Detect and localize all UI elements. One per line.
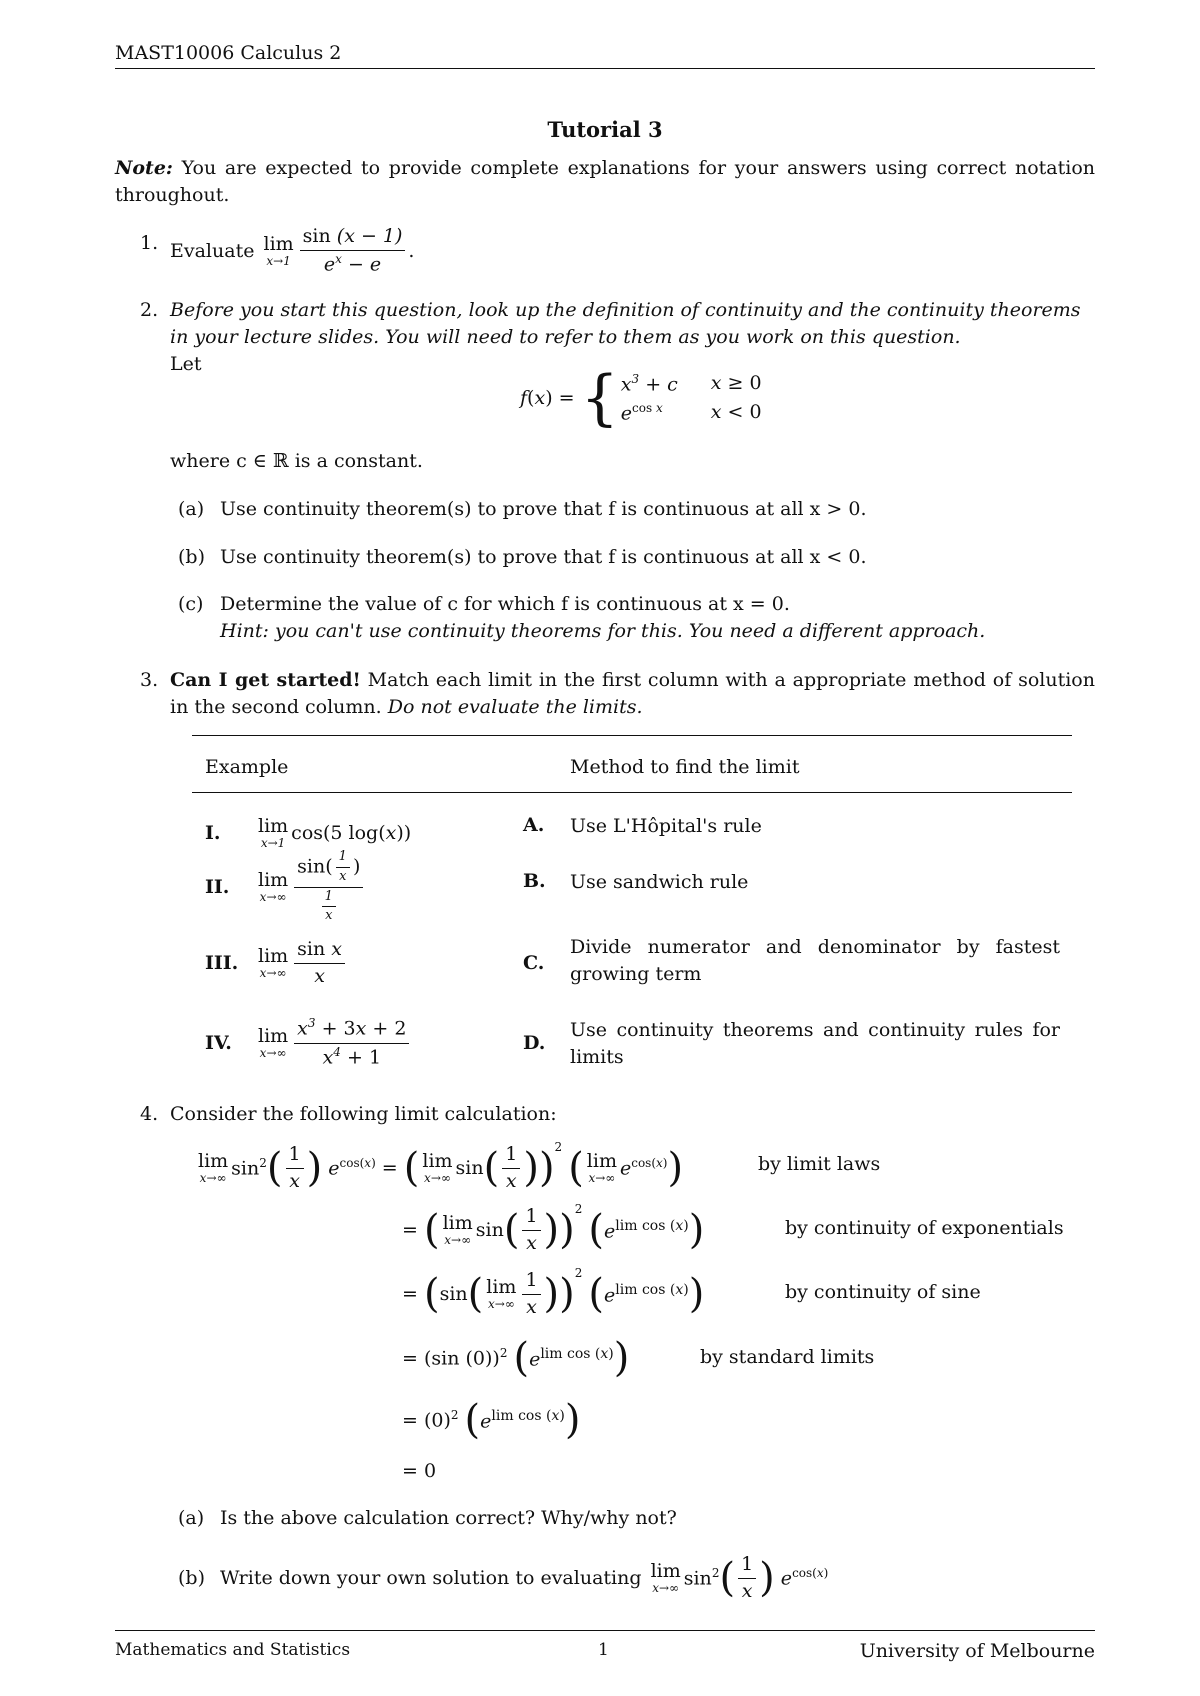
- table-row: I. lim x→1 cos(5 log(x)): [205, 815, 412, 850]
- table-header-rule: [192, 792, 1072, 793]
- q3-bold-lead: Can I get started!: [170, 669, 361, 691]
- piecewise-function: f ( x ) = { $x^3 + c$ x ≥ 0 $e^{cos x}$ x < 0: [520, 363, 762, 433]
- row-letter: B.: [523, 870, 546, 892]
- row-method-line2: limits: [570, 1046, 624, 1068]
- q3-text: [170, 667, 1095, 721]
- q2a-label: (a): [178, 498, 205, 520]
- row-numeral: I.: [205, 822, 221, 844]
- q4b-label: (b): [178, 1567, 205, 1589]
- q2b-label: (b): [178, 546, 205, 568]
- q2-where: where c ∈ ℝ is a constant.: [170, 450, 423, 472]
- row-method: Use sandwich rule: [570, 871, 749, 893]
- calc-line-6: = 0: [402, 1460, 437, 1482]
- table-row: III. lim x→∞ $\frac{\text{sin x}}{x}$: [205, 933, 348, 993]
- calc-line-3: = ( sin ( lim x→∞ $\frac{1}{x}$ ) ) $^2$ ( $e^{lim cos (x)}$ ): [402, 1266, 705, 1318]
- row-method-line1: Divide numerator and denominator by fastest: [570, 936, 1060, 958]
- calc-line-1: lim x→∞ $\sin^2$ ( $\frac{1}{x}$ ) $e^{cos(x)}$ = ( lim x→∞ sin ( $\frac{1}{x}$ ) ) $^2$ ( lim x→∞ $e^{cos(x)}$ ): [198, 1140, 684, 1192]
- row-numeral: II.: [205, 876, 230, 898]
- row-letter: A.: [523, 814, 545, 836]
- q4a-label: (a): [178, 1507, 205, 1529]
- header-rule: [115, 68, 1095, 69]
- q2b-text: Use continuity theorem(s) to prove that f is continuous at all x < 0.: [220, 546, 867, 568]
- q1-limit: lim x→1: [263, 233, 294, 268]
- note-paragraph: [115, 155, 1095, 209]
- table-row: IV. lim x→∞ $\frac{x^3 + 3x + 2}{x^4 + 1}$: [205, 1013, 412, 1073]
- row-numeral: III.: [205, 952, 239, 974]
- table-top-rule: [192, 735, 1072, 736]
- q2c-label: (c): [178, 593, 204, 615]
- q3-italic-tail: Do not evaluate the limits.: [387, 696, 643, 718]
- page-title: Tutorial 3: [547, 117, 663, 142]
- q2a-text: Use continuity theorem(s) to prove that f is continuous at all x > 0.: [220, 498, 867, 520]
- course-header: MAST10006 Calculus 2: [115, 42, 342, 64]
- row-method: [570, 1017, 1060, 1071]
- note-text: You are expected to provide complete explanations for your answers using correct notation throughout.: [115, 157, 1095, 206]
- footer-right: University of Melbourne: [859, 1640, 1095, 1662]
- justification-1: by limit laws: [758, 1153, 881, 1175]
- q1-number: 1.: [140, 232, 159, 254]
- q2-intro-line1: Before you start this question, look up the definition of continuity and the continuity theorems: [170, 299, 1081, 321]
- row-letter: C.: [523, 952, 545, 974]
- q4-text: Consider the following limit calculation:: [170, 1103, 557, 1125]
- footer-left: Mathematics and Statistics: [115, 1640, 351, 1660]
- row-method-line2: growing term: [570, 963, 702, 985]
- row-method: [570, 934, 1060, 988]
- q1-line: Evaluate lim x→1 $\frac{\sin (x - 1)}{e^x - e}$ .: [170, 225, 415, 276]
- piecewise-brace: {: [580, 363, 619, 433]
- calc-line-2: = ( lim x→∞ sin ( $\frac{1}{x}$ ) ) $^2$ ( $e^{lim cos (x)}$ ): [402, 1202, 705, 1254]
- calc-line-5: = $(0)^2$ ( $e^{lim cos (x)}$ ): [402, 1397, 581, 1443]
- note-label: Note:: [115, 157, 173, 179]
- q1-fraction: $\frac{\sin (x - 1)}{e^x - e}$: [300, 226, 406, 276]
- q3-text-line2: in the second column.: [170, 696, 382, 718]
- justification-4: by standard limits: [700, 1346, 875, 1368]
- q2c-text: Determine the value of c for which f is continuous at x = 0.: [220, 593, 790, 615]
- row-method: Use L'Hôpital's rule: [570, 815, 762, 837]
- q1-text: Evaluate: [170, 239, 255, 262]
- q2-let: Let: [170, 353, 202, 375]
- q2-number: 2.: [140, 299, 159, 321]
- q3-text-line1: Match each limit in the first column with a appropriate method of solution: [367, 669, 1095, 691]
- q4-number: 4.: [140, 1103, 159, 1125]
- row-letter: D.: [523, 1032, 546, 1054]
- q2-intro-line2: in your lecture slides. You will need to refer to them as you work on this question.: [170, 326, 961, 348]
- row-numeral: IV.: [205, 1032, 232, 1054]
- page-number: 1: [598, 1640, 609, 1660]
- q2c-hint: Hint: you can't use continuity theorems for this. You need a different approach.: [220, 620, 986, 642]
- table-row: II. lim x→∞ sin( $\frac{1}{x}$ ) $\frac{1}{x}$: [205, 852, 366, 922]
- footer-rule: [115, 1630, 1095, 1631]
- q4a-text: Is the above calculation correct? Why/why not?: [220, 1507, 677, 1529]
- q3-number: 3.: [140, 669, 159, 691]
- calc-line-4: = (sin (0))$^2$ ( $e^{lim cos (x)}$ ): [402, 1335, 630, 1381]
- q4b-text: Write down your own solution to evaluating: [220, 1567, 642, 1589]
- table-header-example: Example: [205, 756, 289, 778]
- row-method-line1: Use continuity theorems and continuity rules for: [570, 1019, 1060, 1041]
- q2-intro: [170, 297, 1095, 351]
- q4b-line: Write down your own solution to evaluating lim x→∞ $\sin^2$ ( $\frac{1}{x}$ ) $e^{cos(x)}$: [220, 1552, 829, 1602]
- justification-3: by continuity of sine: [785, 1281, 981, 1303]
- justification-2: by continuity of exponentials: [785, 1217, 1064, 1239]
- table-header-method: Method to find the limit: [570, 756, 800, 778]
